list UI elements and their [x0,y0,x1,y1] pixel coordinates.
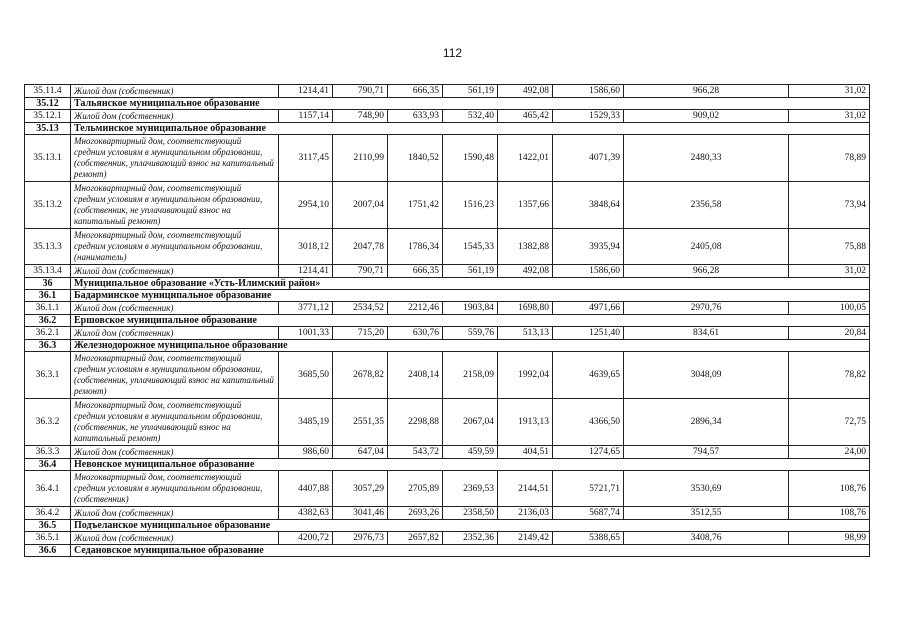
value-cell-5: 2149,42 [498,532,553,545]
table-row [25,327,870,340]
value-cell-6: 3848,64 [553,182,624,229]
table-row [25,229,870,265]
value-cell-5: 1422,01 [498,135,553,182]
table-row [25,399,870,446]
section-title: Тельминское муниципальное образование [71,123,870,135]
value-cell-6: 3935,94 [553,229,624,265]
value-cell-2: 2534,52 [333,302,388,315]
value-cell-1: 3485,19 [279,399,333,446]
value-cell-5: 404,51 [498,446,553,459]
table-row [25,471,870,507]
table-row [25,302,870,315]
value-cell-4: 1545,33 [443,229,498,265]
value-cell-8: 78,82 [789,352,870,399]
value-cell-7: 3512,55 [624,507,789,520]
value-cell-3: 543,72 [388,446,443,459]
value-cell-3: 2212,46 [388,302,443,315]
section-code: 36.4 [25,459,71,471]
table-row [25,446,870,459]
row-description: Жилой дом (собственник) [71,507,279,520]
value-cell-8: 73,94 [789,182,870,229]
value-cell-6: 5721,71 [553,471,624,507]
value-cell-3: 2693,26 [388,507,443,520]
value-cell-8: 75,88 [789,229,870,265]
row-code: 36.4.2 [25,507,71,520]
section-title: Тальянское муниципальное образование [71,98,870,110]
section-code: 36.5 [25,520,71,532]
value-cell-5: 1992,04 [498,352,553,399]
value-cell-8: 100,05 [789,302,870,315]
row-code: 35.13.1 [25,135,71,182]
row-code: 35.11.4 [25,85,71,98]
value-cell-8: 108,76 [789,507,870,520]
section-title: Муниципальное образование «Усть-Илимский район» [71,278,870,290]
value-cell-7: 794,57 [624,446,789,459]
value-cell-5: 1357,66 [498,182,553,229]
value-cell-3: 2408,14 [388,352,443,399]
value-cell-2: 2047,78 [333,229,388,265]
section-title: Подъеланское муниципальное образование [71,520,870,532]
table-row [25,507,870,520]
row-code: 35.13.4 [25,265,71,278]
value-cell-1: 2954,10 [279,182,333,229]
row-description: Жилой дом (собственник) [71,446,279,459]
table-body [25,85,870,557]
value-cell-4: 2067,04 [443,399,498,446]
section-row [25,123,870,135]
section-code: 36.2 [25,315,71,327]
value-cell-1: 986,60 [279,446,333,459]
value-cell-7: 2405,08 [624,229,789,265]
value-cell-4: 1903,84 [443,302,498,315]
table-row [25,110,870,123]
table-row [25,85,870,98]
row-code: 36.2.1 [25,327,71,340]
value-cell-4: 2358,50 [443,507,498,520]
value-cell-2: 715,20 [333,327,388,340]
row-description: Многоквартирный дом, соответствующий средним условиям в муниципальном образовании, (собственник, уплачивающий взнос на капитальный ремонт) [71,352,279,399]
section-code: 36 [25,278,71,290]
page-number: 112 [442,46,463,60]
value-cell-6: 4071,39 [553,135,624,182]
value-cell-4: 559,76 [443,327,498,340]
value-cell-2: 2007,04 [333,182,388,229]
table-row [25,182,870,229]
value-cell-5: 465,42 [498,110,553,123]
row-description: Многоквартирный дом, соответствующий средним условиям в муниципальном образовании, (собственник, уплачивающий взнос на капитальный ремонт) [71,135,279,182]
row-description: Жилой дом (собственник) [71,85,279,98]
row-code: 36.3.3 [25,446,71,459]
section-row [25,290,870,302]
row-description: Жилой дом (собственник) [71,302,279,315]
value-cell-7: 3048,09 [624,352,789,399]
section-title: Седановское муниципальное образование [71,545,870,557]
row-description: Многоквартирный дом, соответствующий средним условиям в муниципальном образовании, (собственник, не уплачивающий взнос на капитальный ремонт) [71,399,279,446]
value-cell-8: 31,02 [789,85,870,98]
value-cell-6: 1274,65 [553,446,624,459]
row-code: 35.13.3 [25,229,71,265]
value-cell-5: 513,13 [498,327,553,340]
value-cell-3: 2298,88 [388,399,443,446]
value-cell-2: 790,71 [333,265,388,278]
value-cell-1: 1214,41 [279,265,333,278]
value-cell-1: 1214,41 [279,85,333,98]
value-cell-3: 630,76 [388,327,443,340]
section-code: 36.3 [25,340,71,352]
value-cell-4: 561,19 [443,85,498,98]
row-description: Жилой дом (собственник) [71,327,279,340]
value-cell-3: 666,35 [388,265,443,278]
value-cell-2: 2678,82 [333,352,388,399]
value-cell-8: 24,00 [789,446,870,459]
value-cell-3: 666,35 [388,85,443,98]
value-cell-6: 4971,66 [553,302,624,315]
row-description: Многоквартирный дом, соответствующий средним условиям в муниципальном образовании, (наниматель) [71,229,279,265]
row-code: 35.12.1 [25,110,71,123]
value-cell-2: 647,04 [333,446,388,459]
value-cell-8: 31,02 [789,265,870,278]
value-cell-2: 2551,35 [333,399,388,446]
row-description: Многоквартирный дом, соответствующий средним условиям в муниципальном образовании, (собственник) [71,471,279,507]
value-cell-3: 1751,42 [388,182,443,229]
value-cell-2: 3057,29 [333,471,388,507]
value-cell-7: 2970,76 [624,302,789,315]
value-cell-7: 966,28 [624,265,789,278]
value-cell-2: 790,71 [333,85,388,98]
value-cell-3: 2657,82 [388,532,443,545]
value-cell-2: 3041,46 [333,507,388,520]
section-code: 35.12 [25,98,71,110]
value-cell-1: 4407,88 [279,471,333,507]
value-cell-4: 459,59 [443,446,498,459]
table-row [25,265,870,278]
value-cell-1: 4200,72 [279,532,333,545]
value-cell-1: 3685,50 [279,352,333,399]
value-cell-2: 2110,99 [333,135,388,182]
value-cell-5: 492,08 [498,85,553,98]
value-cell-6: 1251,40 [553,327,624,340]
value-cell-8: 20,84 [789,327,870,340]
table-row [25,135,870,182]
value-cell-6: 5687,74 [553,507,624,520]
value-cell-6: 1529,33 [553,110,624,123]
value-cell-7: 2480,33 [624,135,789,182]
value-cell-2: 748,90 [333,110,388,123]
section-row [25,520,870,532]
value-cell-1: 1157,14 [279,110,333,123]
value-cell-8: 72,75 [789,399,870,446]
value-cell-1: 3117,45 [279,135,333,182]
section-code: 35.13 [25,123,71,135]
value-cell-4: 561,19 [443,265,498,278]
value-cell-7: 834,61 [624,327,789,340]
section-title: Ершовское муниципальное образование [71,315,870,327]
section-code: 36.1 [25,290,71,302]
section-row [25,340,870,352]
row-description: Жилой дом (собственник) [71,110,279,123]
table-row [25,532,870,545]
value-cell-5: 2136,03 [498,507,553,520]
table-row [25,352,870,399]
row-description: Жилой дом (собственник) [71,532,279,545]
value-cell-6: 4366,50 [553,399,624,446]
section-title: Бадарминское муниципальное образование [71,290,870,302]
value-cell-7: 2356,58 [624,182,789,229]
value-cell-6: 4639,65 [553,352,624,399]
value-cell-5: 492,08 [498,265,553,278]
value-cell-5: 2144,51 [498,471,553,507]
value-cell-3: 1786,34 [388,229,443,265]
value-cell-6: 1586,60 [553,85,624,98]
value-cell-8: 108,76 [789,471,870,507]
value-cell-3: 633,93 [388,110,443,123]
value-cell-3: 1840,52 [388,135,443,182]
section-row [25,315,870,327]
value-cell-5: 1913,13 [498,399,553,446]
value-cell-4: 2369,53 [443,471,498,507]
value-cell-7: 3408,76 [624,532,789,545]
value-cell-4: 1516,23 [443,182,498,229]
section-code: 36.6 [25,545,71,557]
value-cell-6: 5388,65 [553,532,624,545]
value-cell-6: 1586,60 [553,265,624,278]
row-code: 36.3.1 [25,352,71,399]
value-cell-2: 2976,73 [333,532,388,545]
value-cell-3: 2705,89 [388,471,443,507]
value-cell-4: 2158,09 [443,352,498,399]
value-cell-4: 2352,36 [443,532,498,545]
value-cell-4: 1590,48 [443,135,498,182]
row-code: 36.1.1 [25,302,71,315]
value-cell-1: 3018,12 [279,229,333,265]
row-description: Многоквартирный дом, соответствующий средним условиям в муниципальном образовании, (собственник, не уплачивающий взнос на капитальный ремонт) [71,182,279,229]
value-cell-4: 532,40 [443,110,498,123]
row-description: Жилой дом (собственник) [71,265,279,278]
section-row [25,98,870,110]
value-cell-1: 1001,33 [279,327,333,340]
row-code: 36.4.1 [25,471,71,507]
value-cell-8: 78,89 [789,135,870,182]
value-cell-5: 1698,80 [498,302,553,315]
section-row [25,278,870,290]
value-cell-7: 966,28 [624,85,789,98]
section-title: Невонское муниципальное образование [71,459,870,471]
value-cell-7: 3530,69 [624,471,789,507]
section-row [25,459,870,471]
row-code: 35.13.2 [25,182,71,229]
value-cell-7: 909,02 [624,110,789,123]
section-title: Железнодорожное муниципальное образование [71,340,870,352]
value-cell-7: 2896,34 [624,399,789,446]
row-code: 36.5.1 [25,532,71,545]
row-code: 36.3.2 [25,399,71,446]
value-cell-1: 4382,63 [279,507,333,520]
value-cell-8: 31,02 [789,110,870,123]
value-cell-8: 98,99 [789,532,870,545]
section-row [25,545,870,557]
value-cell-1: 3771,12 [279,302,333,315]
tariff-table [24,84,870,557]
value-cell-5: 1382,88 [498,229,553,265]
